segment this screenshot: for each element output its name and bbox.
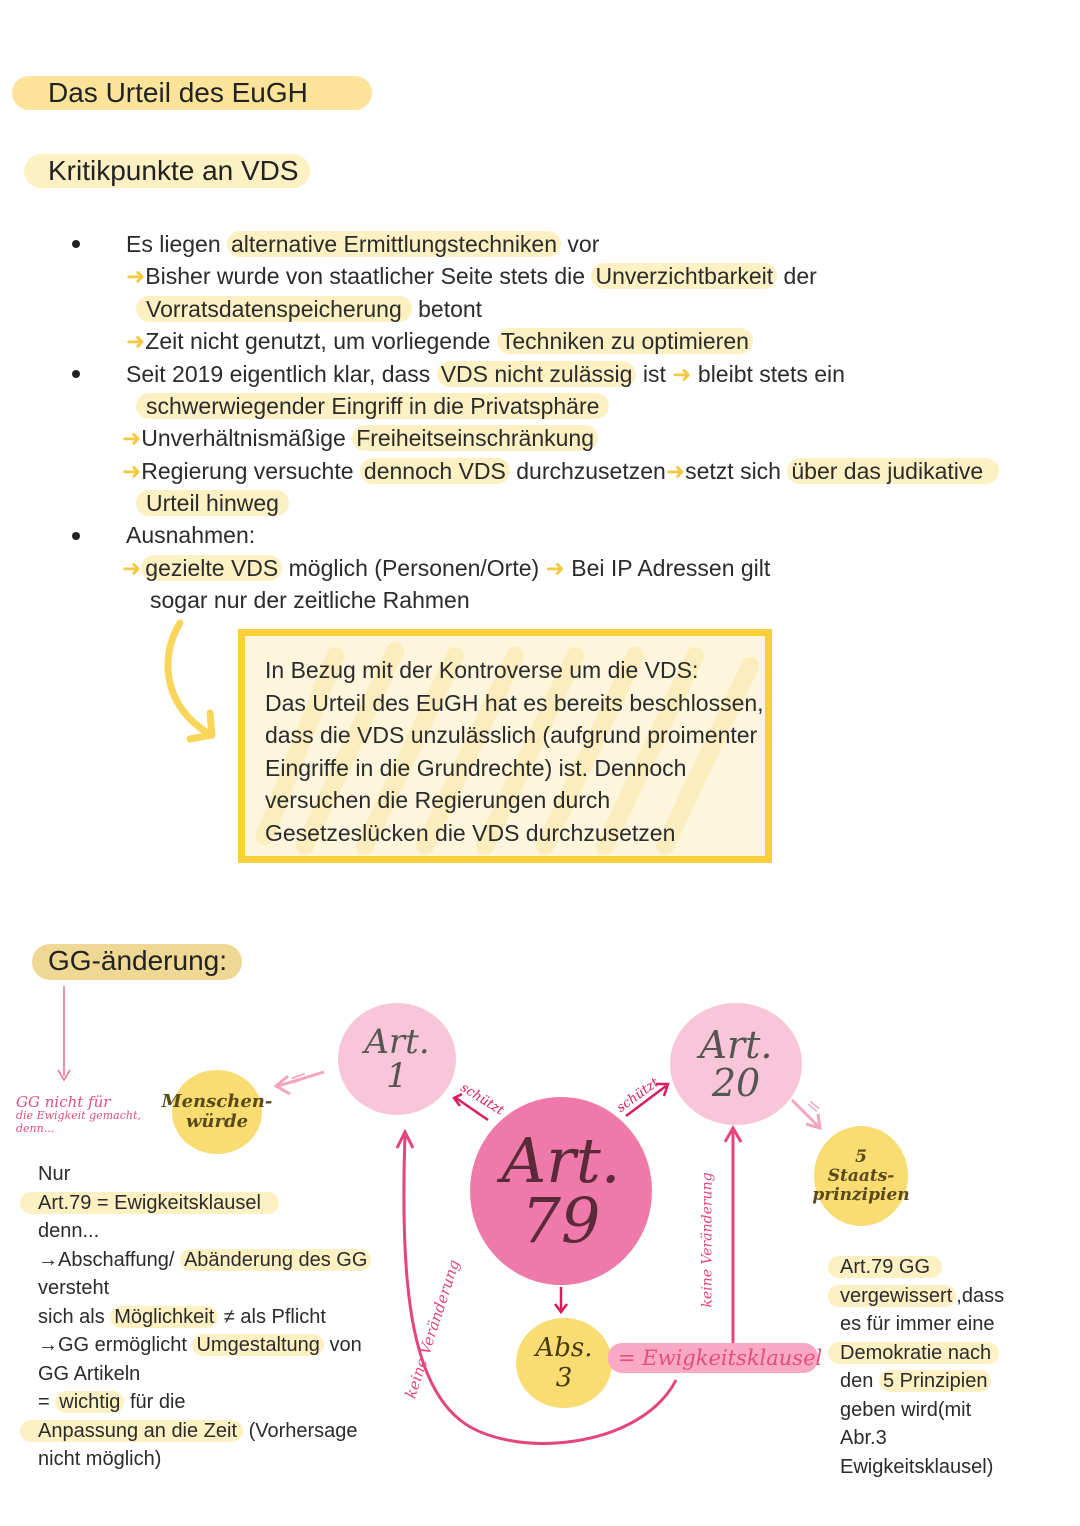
highlight-text: VDS nicht zulässig — [437, 361, 637, 387]
arrow-right-icon: ➜ — [672, 361, 692, 387]
text: Seit 2019 eigentlich klar, dass — [126, 361, 437, 387]
keine-veraenderung-label: keine Veränderung — [401, 1257, 464, 1401]
arrow-right-icon: ➜ — [665, 458, 686, 484]
bullet-dot — [72, 370, 80, 378]
circle-label: 1 — [386, 1056, 408, 1096]
sub-line — [136, 487, 289, 520]
text: bleibt stets ein — [691, 361, 845, 387]
text: ,dass — [956, 1284, 1005, 1307]
handwritten-note — [16, 1093, 141, 1135]
arrow-right-icon: ➜ — [545, 555, 565, 581]
prinzipien-circle — [814, 1126, 908, 1226]
curved-arrow-icon — [150, 615, 230, 755]
highlight-text: über das judikative — [787, 458, 999, 484]
right-text-block — [840, 1253, 1004, 1481]
page-title: Das Urteil des EuGH — [12, 76, 372, 110]
note-line: GG nicht für — [16, 1093, 111, 1111]
circle-label: Staats- — [827, 1165, 895, 1186]
highlight-text: Freiheitseinschränkung — [352, 425, 598, 451]
text: Regierung versuchte — [141, 458, 360, 484]
ewigkeitsklausel-label: = Ewigkeitsklausel — [608, 1343, 818, 1373]
text: Unverhältnismäßige — [141, 425, 353, 451]
text: sich als — [38, 1305, 111, 1328]
highlight-text: Vorratsdatenspeicherung — [136, 296, 412, 322]
section-heading: GG-änderung: — [32, 944, 242, 980]
highlight-text: wichtig — [55, 1391, 124, 1413]
arrow-right-icon: ➜ — [122, 425, 142, 451]
circle-label: Art. — [699, 1023, 773, 1067]
highlight-text: Abänderung des GG — [180, 1249, 371, 1271]
sub-line — [136, 390, 609, 423]
text: ≠ als Pflicht — [218, 1305, 326, 1328]
note-line: nicht möglich) — [38, 1448, 162, 1470]
text: durchzusetzen — [509, 458, 666, 484]
text: den — [840, 1370, 879, 1392]
highlight-text: Art.79 GG — [828, 1256, 942, 1278]
sub-line — [122, 422, 598, 455]
circle-label: würde — [185, 1111, 249, 1132]
text: vor — [561, 231, 600, 257]
highlight-text: 5 Prinzipien — [879, 1370, 992, 1392]
circle-label: Art. — [364, 1022, 430, 1062]
text: (Vorhersage — [243, 1419, 358, 1442]
box-text — [265, 654, 764, 849]
sub-line — [126, 325, 753, 358]
note-line: GG Artikeln — [38, 1362, 141, 1385]
art1-circle — [338, 1003, 456, 1115]
highlight-text: dennoch VDS — [360, 458, 510, 484]
text: ist — [636, 361, 673, 387]
art79-circle — [470, 1097, 652, 1285]
note-line: die Ewigkeit gemacht, — [16, 1109, 141, 1122]
highlight-text: Umgestaltung — [192, 1334, 323, 1356]
art20-circle — [670, 1003, 802, 1125]
text: möglich (Personen/Orte) — [282, 555, 546, 581]
highlight-text: Möglichkeit — [110, 1306, 218, 1328]
text: →GG ermöglicht — [38, 1334, 193, 1356]
highlight-text: schwerwiegender Eingriff in die Privatsphäre — [136, 393, 609, 419]
note-line: denn... — [38, 1220, 100, 1242]
box-line: In Bezug mit der Kontroverse um die VDS: — [265, 657, 699, 683]
text: für die — [124, 1391, 186, 1413]
text: setzt sich — [685, 458, 788, 484]
highlight-text: Demokratie nach — [828, 1342, 999, 1364]
arrow-right-icon: ➜ — [122, 555, 142, 581]
left-text-block — [38, 1160, 371, 1474]
note-line: Nur — [38, 1163, 71, 1185]
circle-label: Menschen- — [161, 1091, 273, 1112]
box-line: versuchen die Regierungen durch — [265, 787, 611, 813]
bullet-line — [126, 358, 845, 391]
circle-label: Art. — [501, 1124, 621, 1197]
sub-line — [136, 293, 482, 326]
schuetzt-label: schützt — [457, 1080, 507, 1119]
box-line: Eingriffe in die Grundrechte) ist. Dennoch — [265, 754, 687, 781]
text: betont — [411, 296, 483, 322]
section-subtitle: Kritikpunkte an VDS — [24, 154, 310, 188]
note-line: Abr.3 — [840, 1427, 887, 1449]
text: →Abschaffung/ — [38, 1248, 180, 1271]
menschenwuerde-circle — [161, 1070, 273, 1154]
box-line: dass die VDS unzulässlich (aufgrund proimenter — [265, 722, 758, 748]
circle-label: 79 — [521, 1184, 601, 1257]
highlight-text: Unverzichtbarkeit — [591, 263, 777, 289]
arrow-right-icon: ➜ — [122, 458, 142, 484]
circle-label: 5 — [855, 1146, 867, 1167]
sub-line — [126, 260, 817, 293]
bullet-line: Ausnahmen: — [126, 522, 256, 548]
summary-box — [238, 629, 772, 863]
highlight-text: vergewissert — [828, 1285, 956, 1307]
highlight-text: Techniken zu optimieren — [497, 328, 753, 354]
text: von — [323, 1334, 362, 1356]
text: Bei IP Adressen gilt — [564, 555, 771, 581]
text: der — [777, 263, 817, 289]
text: Es liegen — [126, 231, 228, 257]
schuetzt-label: schützt — [614, 1075, 662, 1116]
bullet-line — [126, 228, 599, 261]
text: = — [38, 1391, 56, 1413]
highlight-text: Art.79 = Ewigkeitsklausel — [20, 1192, 279, 1214]
highlight-text: Urteil hinweg — [136, 490, 289, 516]
note-line: versteht — [38, 1277, 110, 1299]
equals-sign: = — [286, 1063, 313, 1094]
abs3-circle — [516, 1318, 612, 1408]
bullet-dot — [72, 532, 80, 540]
sub-line — [122, 455, 999, 488]
circle-label: Abs. — [535, 1333, 593, 1363]
sub-line — [122, 552, 770, 585]
equals-sign: = — [801, 1093, 827, 1120]
text: Zeit nicht genutzt, um vorliegende — [145, 328, 497, 354]
keine-veraenderung-label: keine Veränderung — [699, 1172, 716, 1308]
circle-label: 3 — [555, 1363, 573, 1393]
highlight-text: gezielte VDS — [141, 555, 282, 581]
box-line: Gesetzeslücken die VDS durchzusetzen — [265, 819, 676, 846]
note-line: es für immer eine — [840, 1313, 995, 1335]
sub-line: sogar nur der zeitliche Rahmen — [150, 587, 470, 613]
box-line: Das Urteil des EuGH hat es bereits beschlossen, — [265, 689, 764, 716]
text: Bisher wurde von staatlicher Seite stets die — [145, 263, 592, 289]
bullet-dot — [72, 240, 80, 248]
note-line: geben wird(mit — [840, 1398, 972, 1421]
arrow-right-icon: ➜ — [126, 263, 146, 289]
circle-label: prinzipien — [812, 1184, 910, 1205]
highlight-text: alternative Ermittlungstechniken — [227, 231, 561, 257]
arrow-right-icon: ➜ — [126, 328, 146, 354]
highlight-text: Anpassung an die Zeit — [20, 1420, 243, 1442]
note-line: Ewigkeitsklausel) — [840, 1455, 994, 1478]
note-line: denn... — [16, 1122, 55, 1135]
circle-label: 20 — [711, 1061, 761, 1105]
